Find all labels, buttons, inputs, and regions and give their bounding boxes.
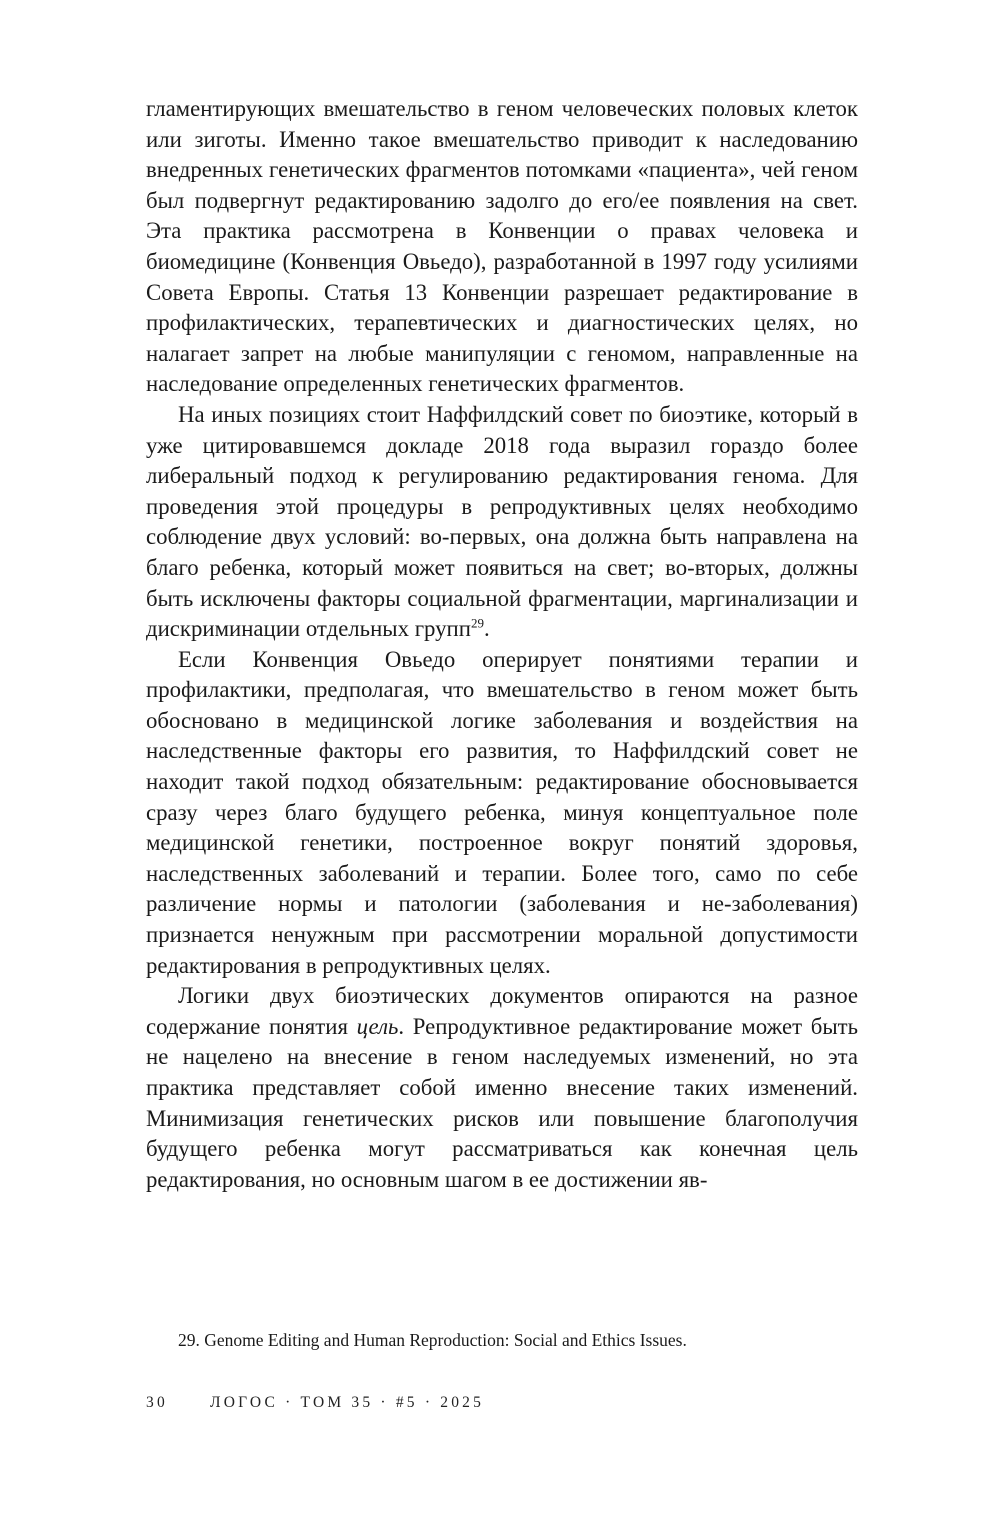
paragraph-text: На иных позициях стоит Наффилдский совет по биоэтике, который в уже цитировавшемся докладе 2018 года выразил гораздо более либеральный подход к регулированию редактирования генома. Для проведения этой процедуры в репродуктивных целях необходимо соблюдение двух условий: во-первых, она должна быть направлена на благо ребенка, который может появиться на свет; во-вторых, должны быть исключены факторы социальной фрагментации, маргинализации и дискриминации отдельных групп [146, 401, 858, 642]
main-text-block [146, 94, 858, 1195]
paragraph-logics-of-documents [146, 981, 858, 1195]
paragraph-continued: гламентирующих вмешательство в геном человеческих половых клеток или зиготы. Именно такое вмешательство приводит к наследованию внедренных генетических фрагментов потомками «пациента», чей геном был подвергнут редактированию задолго до его/ее появления на свет. Эта практика рассмотрена в Конвенции о правах человека и биомедицине (Конвенция Овьедо), разработанной в 1997 году усилиями Совета Европы. Статья 13 Конвенции разрешает редактирование в профилактических, терапевтических и диагностических целях, но налагает запрет на любые манипуляции с геномом, направленные на наследование определенных генетических фрагментов. [146, 96, 858, 397]
italic-term: цель [356, 1013, 399, 1039]
footnote-number: 29. [178, 1330, 200, 1350]
running-head: ЛОГОС · ТОМ 35 · #5 · 2025 [210, 1394, 485, 1411]
paragraph-text-after: . Репродуктивное редактирование может быть не нацелено на внесение в геном наследуемых изменений, но эта практика представляет собой именно внесение таких изменений. Минимизация генетических рисков или повышение благополучия будущего ребенка могут рассматриваться как конечная цель редактирования, но основным шагом в ее достижении яв- [146, 1013, 858, 1192]
footnote-text: Genome Editing and Human Reproduction: Social and Ethics Issues. [204, 1330, 687, 1350]
page-number: 30 [146, 1394, 168, 1411]
footnote [178, 1328, 858, 1352]
paragraph-oviedo-comparison: Если Конвенция Овьедо оперирует понятиями терапии и профилактики, предполагая, что вмешательство в геном может быть обосновано в медицинской логике заболевания и воздействия на наследственные факторы его развития, то Наффилдский совет не находит такой подход обязательным: редактирование обосновывается сразу через благо будущего ребенка, минуя концептуальное поле медицинской генетики, построенное вокруг понятий здоровья, наследственных заболеваний и терапии. Более того, само по себе различение нормы и патологии (заболевания и не-заболевания) признается ненужным при рассмотрении моральной допустимости редактирования в репродуктивных целях. [146, 646, 858, 978]
page-footer [146, 1394, 484, 1412]
paragraph-text-before: Логики двух биоэтических документов опираются на разное содержание понятия [146, 983, 858, 1039]
footnote-reference[interactable]: 29 [470, 615, 484, 631]
paragraph-nuffield-council [146, 400, 858, 645]
paragraph-tail: . [483, 616, 490, 642]
